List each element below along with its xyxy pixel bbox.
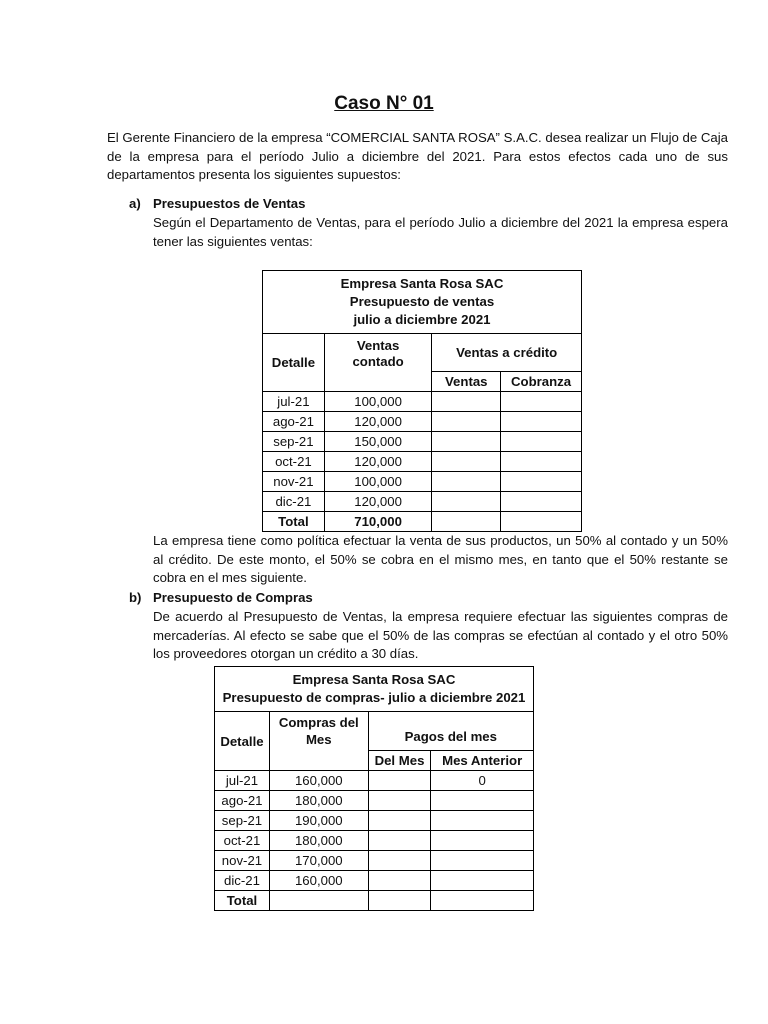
total-row xyxy=(215,891,534,911)
purchases-title-line: Presupuesto de compras- julio a diciembre 2021 xyxy=(222,690,526,705)
row-cobranza xyxy=(501,432,582,452)
row-contado: 120,000 xyxy=(324,412,432,432)
row-del-mes xyxy=(368,851,431,871)
row-cobranza xyxy=(501,412,582,432)
row-compras: 190,000 xyxy=(269,811,368,831)
row-compras: 170,000 xyxy=(269,851,368,871)
row-mes-anterior: 0 xyxy=(431,771,534,791)
row-compras: 180,000 xyxy=(269,791,368,811)
row-ventas xyxy=(432,412,501,432)
row-detalle: dic-21 xyxy=(263,492,325,512)
row-detalle: oct-21 xyxy=(263,452,325,472)
row-detalle: oct-21 xyxy=(215,831,270,851)
row-detalle: sep-21 xyxy=(215,811,270,831)
row-detalle: sep-21 xyxy=(263,432,325,452)
sub-ventas-header: Ventas xyxy=(432,372,501,392)
row-del-mes xyxy=(368,871,431,891)
row-cobranza xyxy=(501,492,582,512)
row-ventas xyxy=(432,392,501,412)
total-cobranza xyxy=(501,512,582,532)
sales-title-line: Empresa Santa Rosa SAC xyxy=(340,276,504,291)
table-row xyxy=(263,472,582,492)
row-detalle: nov-21 xyxy=(263,472,325,492)
row-detalle: dic-21 xyxy=(215,871,270,891)
section-a-letter: a) xyxy=(129,196,141,211)
table-row xyxy=(215,851,534,871)
sales-title-line: julio a diciembre 2021 xyxy=(353,312,491,327)
row-mes-anterior xyxy=(431,791,534,811)
intro-paragraph: El Gerente Financiero de la empresa “COMERCIAL SANTA ROSA” S.A.C. desea realizar un Flujo de Caja de la empresa para el período Julio a diciembre del 2021. Para estos efectos cada uno de sus departamentos presenta los siguientes supuestos: xyxy=(107,130,728,182)
table-row xyxy=(215,871,534,891)
total-row xyxy=(263,512,582,532)
section-b-letter: b) xyxy=(129,590,142,605)
col-contado-line: contado xyxy=(352,353,404,369)
total-mes-anterior xyxy=(431,891,534,911)
row-compras: 160,000 xyxy=(269,771,368,791)
purchases-table-title xyxy=(215,667,534,712)
row-detalle: jul-21 xyxy=(263,392,325,412)
purchases-title-line: Empresa Santa Rosa SAC xyxy=(292,672,456,687)
table-row xyxy=(215,811,534,831)
total-label: Total xyxy=(263,512,325,532)
table-row xyxy=(263,492,582,512)
row-contado: 120,000 xyxy=(324,452,432,472)
col-contado-line: Ventas xyxy=(356,337,400,353)
col-pagos-header: Pagos del mes xyxy=(368,712,533,751)
table-row xyxy=(263,392,582,412)
row-mes-anterior xyxy=(431,831,534,851)
col-compras-header xyxy=(269,712,368,771)
row-compras: 160,000 xyxy=(269,871,368,891)
row-contado: 150,000 xyxy=(324,432,432,452)
page-title: Caso N° 01 xyxy=(334,93,434,114)
row-del-mes xyxy=(368,831,431,851)
table-row xyxy=(263,432,582,452)
row-contado: 120,000 xyxy=(324,492,432,512)
sales-budget-table xyxy=(262,270,582,532)
sub-cobranza-header: Cobranza xyxy=(501,372,582,392)
row-detalle: jul-21 xyxy=(215,771,270,791)
col-compras-line: Mes xyxy=(305,732,332,747)
row-cobranza xyxy=(501,452,582,472)
row-ventas xyxy=(432,472,501,492)
table-row xyxy=(215,831,534,851)
row-ventas xyxy=(432,452,501,472)
purchases-budget-table xyxy=(214,666,534,911)
total-compras xyxy=(269,891,368,911)
col-contado-header xyxy=(324,334,432,392)
row-contado: 100,000 xyxy=(324,472,432,492)
col-compras-line: Compras del xyxy=(278,715,359,730)
sub-mes-anterior-header: Mes Anterior xyxy=(431,751,534,771)
row-cobranza xyxy=(501,472,582,492)
row-ventas xyxy=(432,432,501,452)
row-del-mes xyxy=(368,811,431,831)
col-detalle-header: Detalle xyxy=(215,712,270,771)
table-row xyxy=(215,771,534,791)
row-ventas xyxy=(432,492,501,512)
row-mes-anterior xyxy=(431,851,534,871)
sales-policy-note: La empresa tiene como política efectuar la venta de sus productos, un 50% al contado y un 50% al crédito. De este monto, el 50% se cobra en el mismo mes, en tanto que el 50% restante se cobra en el mes siguiente. xyxy=(153,533,728,585)
table-row xyxy=(263,452,582,472)
section-a-title: Presupuestos de Ventas xyxy=(153,196,306,211)
total-contado: 710,000 xyxy=(324,512,432,532)
row-del-mes xyxy=(368,771,431,791)
sub-del-mes-header: Del Mes xyxy=(368,751,431,771)
total-label: Total xyxy=(215,891,270,911)
sales-title-line: Presupuesto de ventas xyxy=(349,294,495,309)
table-row xyxy=(263,412,582,432)
total-del-mes xyxy=(368,891,431,911)
section-a-text: Según el Departamento de Ventas, para el período Julio a diciembre del 2021 la empresa espera tener las siguientes ventas: xyxy=(153,215,728,249)
row-contado: 100,000 xyxy=(324,392,432,412)
row-mes-anterior xyxy=(431,871,534,891)
table-row xyxy=(215,791,534,811)
section-b-text: De acuerdo al Presupuesto de Ventas, la empresa requiere efectuar las siguientes compras de mercaderías. Al efecto se sabe que el 50% de las compras se efectúan al contado y el otro 50% los proveedores otorgan un crédito a 30 días. xyxy=(153,609,728,661)
col-detalle-header: Detalle xyxy=(263,334,325,392)
row-detalle: nov-21 xyxy=(215,851,270,871)
row-mes-anterior xyxy=(431,811,534,831)
col-credito-header: Ventas a crédito xyxy=(432,334,582,372)
section-b-title: Presupuesto de Compras xyxy=(153,590,313,605)
total-ventas xyxy=(432,512,501,532)
sales-table-title xyxy=(263,271,582,334)
row-cobranza xyxy=(501,392,582,412)
row-detalle: ago-21 xyxy=(215,791,270,811)
row-detalle: ago-21 xyxy=(263,412,325,432)
row-del-mes xyxy=(368,791,431,811)
row-compras: 180,000 xyxy=(269,831,368,851)
